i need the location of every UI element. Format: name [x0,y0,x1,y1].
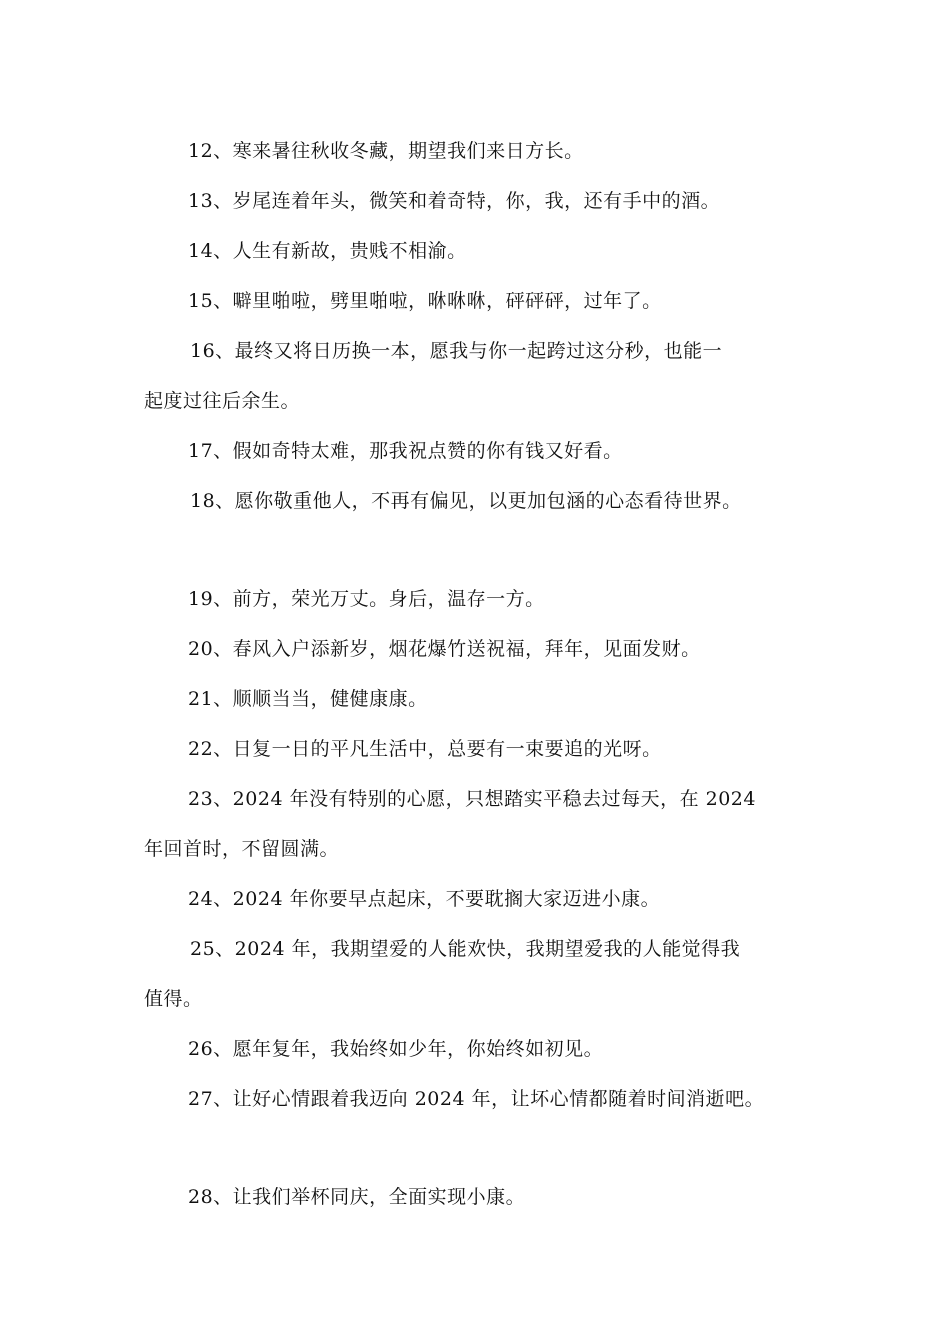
text-line: 值得。 [144,988,203,1010]
text-line: 16、最终又将日历换一本，愿我与你一起跨过这分秒，也能一 [190,340,723,362]
text-line: 24、2024 年你要早点起床，不要耽搁大家迈进小康。 [188,888,661,910]
text-line: 12、寒来暑往秋收冬藏，期望我们来日方长。 [188,140,584,162]
text-line: 28、让我们举杯同庆，全面实现小康。 [188,1186,526,1208]
text-line: 15、噼里啪啦，劈里啪啦，咻咻咻，砰砰砰，过年了。 [188,290,662,312]
text-line: 26、愿年复年，我始终如少年，你始终如初见。 [188,1038,604,1060]
text-line: 起度过往后余生。 [144,390,301,412]
text-line: 23、2024 年没有特别的心愿，只想踏实平稳去过每天，在 2024 [188,788,756,810]
text-line: 14、人生有新故，贵贱不相渝。 [188,240,467,262]
text-line: 18、愿你敬重他人，不再有偏见，以更加包涵的心态看待世界。 [190,490,742,512]
text-line: 21、顺顺当当，健健康康。 [188,688,428,710]
text-line: 17、假如奇特太难，那我祝点赞的你有钱又好看。 [188,440,623,462]
text-line: 年回首时，不留圆满。 [144,838,340,860]
text-line: 25、2024 年，我期望爱的人能欢快，我期望爱我的人能觉得我 [190,938,741,960]
text-line: 13、岁尾连着年头，微笑和着奇特，你，我，还有手中的酒。 [188,190,721,212]
text-line: 22、日复一日的平凡生活中，总要有一束要追的光呀。 [188,738,662,760]
text-line: 27、让好心情跟着我迈向 2024 年，让坏心情都随着时间消逝吧。 [188,1088,765,1110]
text-line: 19、前方，荣光万丈。身后，温存一方。 [188,588,545,610]
text-line: 20、春风入户添新岁，烟花爆竹送祝福，拜年，见面发财。 [188,638,701,660]
